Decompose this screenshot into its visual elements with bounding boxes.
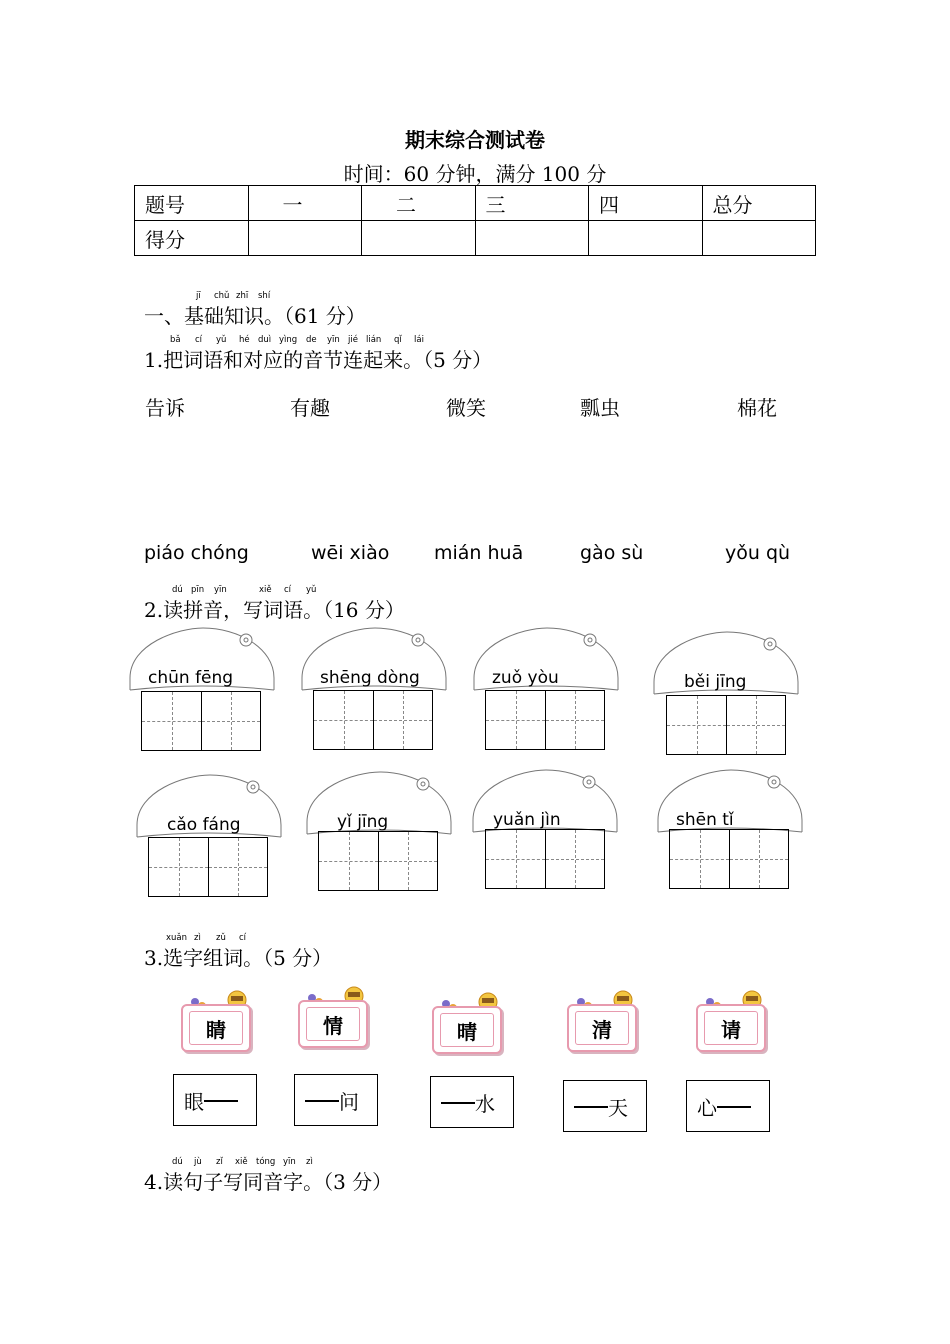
pinyin-ruby: pīn (191, 585, 205, 595)
pinyin-ruby: cí (239, 933, 247, 943)
pinyin-ruby: yǔ (306, 585, 317, 595)
table-cell: 题号 (135, 186, 249, 221)
pinyin-prompt: yǐ jīng (337, 812, 389, 832)
tianzige-grid[interactable] (669, 829, 789, 889)
word-answer-box[interactable] (173, 1074, 257, 1126)
pinyin-ruby: xiě (235, 1157, 248, 1167)
tianzige-grid[interactable] (318, 831, 438, 891)
pinyin-ruby: qǐ (394, 335, 402, 345)
match-word[interactable]: 有趣 (290, 396, 330, 420)
score-table (134, 185, 816, 256)
word-fixed-char: 水 (475, 1091, 495, 1116)
question-title: 2.读拼音，写词语。（16 分） (144, 598, 405, 622)
pinyin-ruby: zì (306, 1157, 313, 1167)
character-option: 睛 (189, 1011, 243, 1045)
character-card (696, 990, 766, 1052)
character-option: 晴 (440, 1013, 494, 1047)
answer-blank[interactable] (717, 1104, 751, 1108)
table-row (135, 186, 816, 221)
tianzige-grid[interactable] (313, 690, 433, 750)
score-input-cell[interactable] (362, 221, 476, 256)
answer-blank[interactable] (574, 1104, 608, 1108)
page-subtitle: 时间：60 分钟，满分 100 分 (343, 162, 607, 186)
answer-blank[interactable] (305, 1098, 339, 1102)
word-fixed-char: 天 (608, 1095, 628, 1120)
pinyin-ruby: jù (194, 1157, 202, 1167)
pinyin-ruby: lián (366, 335, 382, 345)
match-pinyin[interactable]: wēi xiào (311, 542, 390, 564)
table-cell: 得分 (135, 221, 249, 256)
pinyin-ruby: cí (195, 335, 203, 345)
pinyin-ruby: bǎ (170, 335, 181, 345)
tianzige-grid[interactable] (666, 695, 786, 755)
score-input-cell[interactable] (475, 221, 589, 256)
match-word[interactable]: 微笑 (446, 396, 486, 420)
pinyin-ruby: chǔ (214, 291, 230, 301)
question-title: 1.把词语和对应的音节连起来。（5 分） (144, 348, 493, 372)
word-fixed-char: 心 (697, 1095, 717, 1120)
pinyin-prompt: zuǒ yòu (492, 668, 559, 688)
character-card (432, 992, 502, 1054)
pinyin-ruby: jié (348, 335, 358, 345)
page-title: 期末综合测试卷 (405, 128, 545, 152)
match-word[interactable]: 告诉 (145, 396, 185, 420)
match-pinyin[interactable]: yǒu qù (725, 542, 791, 564)
table-cell: 总分 (702, 186, 816, 221)
pinyin-prompt: cǎo fáng (167, 815, 241, 835)
pinyin-ruby: yīn (327, 335, 340, 345)
word-fixed-char: 问 (339, 1089, 359, 1114)
pinyin-ruby: zhī (236, 291, 249, 301)
match-pinyin[interactable]: gào sù (580, 542, 644, 564)
pinyin-ruby: duì (258, 335, 272, 345)
pinyin-ruby: tóng (256, 1157, 276, 1167)
pinyin-prompt: shēn tǐ (676, 810, 734, 830)
word-answer-box[interactable] (563, 1080, 647, 1132)
section-heading: 一、基础知识。（61 分） (144, 304, 366, 328)
word-answer-box[interactable] (686, 1080, 770, 1132)
pinyin-ruby: yīn (214, 585, 227, 595)
character-option: 情 (306, 1007, 360, 1041)
pinyin-ruby: xiě (259, 585, 272, 595)
table-cell: 四 (589, 186, 703, 221)
match-word[interactable]: 瓢虫 (580, 396, 620, 420)
tianzige-grid[interactable] (148, 837, 268, 897)
character-card (181, 990, 251, 1052)
tianzige-grid[interactable] (141, 691, 261, 751)
table-cell: 二 (362, 186, 476, 221)
pinyin-ruby: zǐ (216, 1157, 223, 1167)
pinyin-ruby: yìng (279, 335, 298, 345)
answer-blank[interactable] (441, 1100, 475, 1104)
answer-blank[interactable] (204, 1098, 238, 1102)
question-title: 4.读句子写同音字。（3 分） (144, 1170, 393, 1194)
pinyin-ruby: zǔ (216, 933, 226, 943)
pinyin-ruby: lái (414, 335, 424, 345)
match-word[interactable]: 棉花 (737, 396, 777, 420)
pinyin-ruby: yǔ (216, 335, 227, 345)
pinyin-ruby: jī (196, 291, 201, 301)
character-card (298, 986, 368, 1048)
character-option: 请 (704, 1011, 758, 1045)
pinyin-ruby: xuǎn (166, 933, 188, 943)
pinyin-ruby: zì (194, 933, 201, 943)
word-answer-box[interactable] (294, 1074, 378, 1126)
table-row (135, 221, 816, 256)
pinyin-ruby: cí (284, 585, 292, 595)
table-cell: 一 (248, 186, 362, 221)
pinyin-ruby: dú (172, 585, 183, 595)
word-answer-box[interactable] (430, 1076, 514, 1128)
match-pinyin[interactable]: piáo chóng (144, 542, 249, 564)
word-fixed-char: 眼 (184, 1089, 204, 1114)
pinyin-ruby: yīn (283, 1157, 296, 1167)
table-cell: 三 (475, 186, 589, 221)
tianzige-grid[interactable] (485, 829, 605, 889)
pinyin-prompt: chūn fēng (148, 668, 234, 688)
pinyin-ruby: dú (172, 1157, 183, 1167)
pinyin-ruby: hé (239, 335, 250, 345)
match-pinyin[interactable]: mián huā (434, 542, 524, 564)
score-input-cell[interactable] (702, 221, 816, 256)
pinyin-ruby: de (306, 335, 317, 345)
pinyin-prompt: běi jīng (684, 672, 747, 692)
question-title: 3.选字组词。（5 分） (144, 946, 333, 970)
pinyin-prompt: yuǎn jìn (493, 810, 561, 830)
character-option: 清 (575, 1011, 629, 1045)
character-card (567, 990, 637, 1052)
score-input-cell[interactable] (589, 221, 703, 256)
tianzige-grid[interactable] (485, 690, 605, 750)
pinyin-prompt: shēng dòng (320, 668, 420, 688)
pinyin-ruby: shí (258, 291, 271, 301)
score-input-cell[interactable] (248, 221, 362, 256)
